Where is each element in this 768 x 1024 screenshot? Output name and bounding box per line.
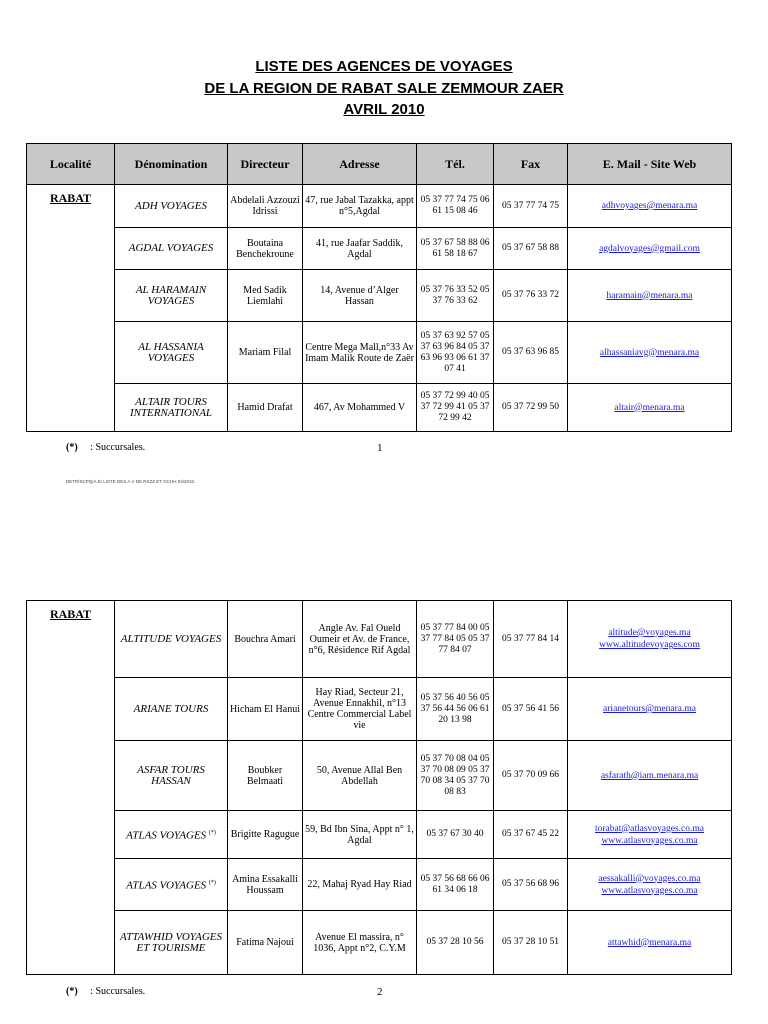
denomination-text: ATLAS VOYAGES [126,829,207,842]
tel-cell: 05 37 56 68 66 06 61 34 06 18 [417,859,494,911]
table-row [27,678,732,741]
table-row [27,322,732,384]
tel-cell: 05 37 56 40 56 05 37 56 44 56 06 61 20 13 98 [417,678,494,741]
adresse-cell: Hay Riad, Secteur 21, Avenue Ennakhil, n°13 Centre Commercial Label vie [303,678,417,741]
tel-cell: 05 37 63 92 57 05 37 63 96 84 05 37 63 96 93 06 61 37 07 41 [417,322,494,384]
adresse-cell: 14, Avenue d’Alger Hassan [303,270,417,322]
directeur-cell: Bouchra Amari [228,601,303,678]
directeur-cell: Hicham El Hanui [228,678,303,741]
footnote-text: : Succursales. [90,986,146,997]
denomination-cell: AL HASSANIA VOYAGES [115,322,228,384]
email-cell [568,678,732,741]
email-cell [568,911,732,975]
directeur-cell: Boutaina Benchekroune [228,228,303,270]
denomination-cell: ADH VOYAGES [115,185,228,228]
denomination-text: ATLAS VOYAGES [126,879,207,892]
email-link[interactable]: altair@menara.ma [614,402,685,413]
localite-cell: RABAT [27,185,115,432]
denomination-cell: ASFAR TOURS HASSAN [115,741,228,811]
footnote-text: : Succursales. [90,442,146,453]
email-cell [568,185,732,228]
denomination-cell [115,859,228,911]
adresse-cell: 467, Av Mohammed V [303,384,417,432]
footnote-mark: (*) [66,442,78,453]
fax-cell: 05 37 67 45 22 [494,811,568,859]
fax-cell: 05 37 63 96 85 [494,322,568,384]
table-row [27,811,732,859]
header-fax: Fax [494,144,568,185]
denomination-cell: ALTITUDE VOYAGES [115,601,228,678]
directeur-cell: Brigitte Ragugue [228,811,303,859]
header-directeur: Directeur [228,144,303,185]
adresse-cell: Avenue El massira, n° 1036, Appt n°2, C.Y.M [303,911,417,975]
tel-cell: 05 37 76 33 52 05 37 76 33 62 [417,270,494,322]
denomination-cell: AL HARAMAIN VOYAGES [115,270,228,322]
email-link[interactable]: aessakalli@voyages.co.ma [598,873,701,884]
fax-cell: 05 37 77 84 14 [494,601,568,678]
fax-cell: 05 37 72 99 50 [494,384,568,432]
adresse-cell: 41, rue Jaafar Saddik, Agdal [303,228,417,270]
email-link[interactable]: arianetours@menara.ma [603,704,696,714]
email-link[interactable]: haramain@menara.ma [606,290,693,301]
table-row [27,270,732,322]
directeur-cell: Abdelali Azzouzi Idrissi [228,185,303,228]
table-header-row [27,144,732,185]
email-cell [568,384,732,432]
fax-cell: 05 37 56 68 96 [494,859,568,911]
fax-cell: 05 37 76 33 72 [494,270,568,322]
header-tel: Tél. [417,144,494,185]
fax-cell: 05 37 67 58 88 [494,228,568,270]
adresse-cell: Centre Mega Mall,n°33 Av Imam Malik Route de Zaër [303,322,417,384]
document-title-line3: AVRIL 2010 [343,101,425,118]
email-cell [568,741,732,811]
table-row [27,228,732,270]
email-cell [568,322,732,384]
table-row [27,384,732,432]
tel-cell: 05 37 72 99 40 05 37 72 99 41 05 37 72 99 42 [417,384,494,432]
directeur-cell: Med Sadik Liemlahi [228,270,303,322]
tel-cell: 05 37 77 74 75 06 61 15 08 46 [417,185,494,228]
footnote-page2 [66,986,145,997]
header-mail: E. Mail - Site Web [568,144,732,185]
adresse-cell: 47, rue Jabal Tazakka, appt n°5,Agdal [303,185,417,228]
directeur-cell: Hamid Drafat [228,384,303,432]
page-number-1: 1 [377,442,383,454]
reference-line: DETR/SCPQ/A.E/ LISTE DES A.V DE RSZZ ET GCHH 04/2010. [66,479,196,484]
website-link[interactable]: www.atlasvoyages.co.ma [601,885,698,896]
directeur-cell: Fatima Najoui [228,911,303,975]
page-number-2: 2 [377,986,383,998]
email-link[interactable]: agdalvoyages@gmail.com [599,243,700,254]
table-row [27,859,732,911]
tel-cell: 05 37 67 30 40 [417,811,494,859]
table-row [27,741,732,811]
document-title-line2: DE LA REGION DE RABAT SALE ZEMMOUR ZAER [204,80,564,97]
website-link[interactable]: www.altitudevoyages.com [599,640,700,650]
fax-cell: 05 37 56 41 56 [494,678,568,741]
table-row [27,911,732,975]
tel-cell: 05 37 67 58 88 06 61 58 18 67 [417,228,494,270]
denomination-cell [115,811,228,859]
footnote-page1 [66,442,145,453]
directeur-cell: Mariam Filal [228,322,303,384]
email-link[interactable]: asfarath@iam.menara.ma [600,770,699,781]
directeur-cell: Amina Essakalli Houssam [228,859,303,911]
fax-cell: 05 37 70 09 66 [494,741,568,811]
localite-cell: RABAT [27,601,115,975]
fax-cell: 05 37 77 74 75 [494,185,568,228]
email-link[interactable]: attawhid@menara.ma [607,937,692,948]
website-link[interactable]: www.atlasvoyages.co.ma [601,835,698,846]
email-link[interactable]: alhassaniavg@menara.ma [599,347,700,358]
email-link[interactable]: adhvoyages@menara.ma [601,201,698,211]
denomination-cell: ARIANE TOURS [115,678,228,741]
email-cell [568,601,732,678]
email-cell [568,811,732,859]
tel-cell: 05 37 28 10 56 [417,911,494,975]
table-row [27,601,732,678]
email-link[interactable]: torabat@atlasvoyages.co.ma [595,823,704,834]
document-title-line1: LISTE DES AGENCES DE VOYAGES [255,58,513,75]
denomination-cell: ATTAWHID VOYAGES ET TOURISME [115,911,228,975]
tel-cell: 05 37 70 08 04 05 37 70 08 09 05 37 70 08 34 05 37 70 08 83 [417,741,494,811]
tel-cell: 05 37 77 84 00 05 37 77 84 05 05 37 77 84 07 [417,601,494,678]
email-cell [568,859,732,911]
fax-cell: 05 37 28 10 51 [494,911,568,975]
email-cell [568,228,732,270]
branch-marker: (*) [208,829,216,836]
footnote-mark: (*) [66,986,78,997]
agencies-table-page2 [26,600,732,975]
table-row [27,185,732,228]
header-adresse: Adresse [303,144,417,185]
denomination-cell: ALTAIR TOURS INTERNATIONAL [115,384,228,432]
branch-marker: (*) [208,879,216,886]
adresse-cell: 59, Bd Ibn Sina, Appt n° 1, Agdal [303,811,417,859]
header-denomination: Dénomination [115,144,228,185]
directeur-cell: Boubker Belmaati [228,741,303,811]
email-cell [568,270,732,322]
header-localite: Localité [27,144,115,185]
adresse-cell: 50, Avenue Allal Ben Abdellah [303,741,417,811]
agencies-table-page1 [26,143,732,432]
denomination-cell: AGDAL VOYAGES [115,228,228,270]
email-link[interactable]: altitude@voyages.ma [608,628,691,638]
adresse-cell: 22, Mahaj Ryad Hay Riad [303,859,417,911]
adresse-cell: Angle Av. Fal Oueld Oumeir et Av. de France, n°6, Résidence Rif Agdal [303,601,417,678]
